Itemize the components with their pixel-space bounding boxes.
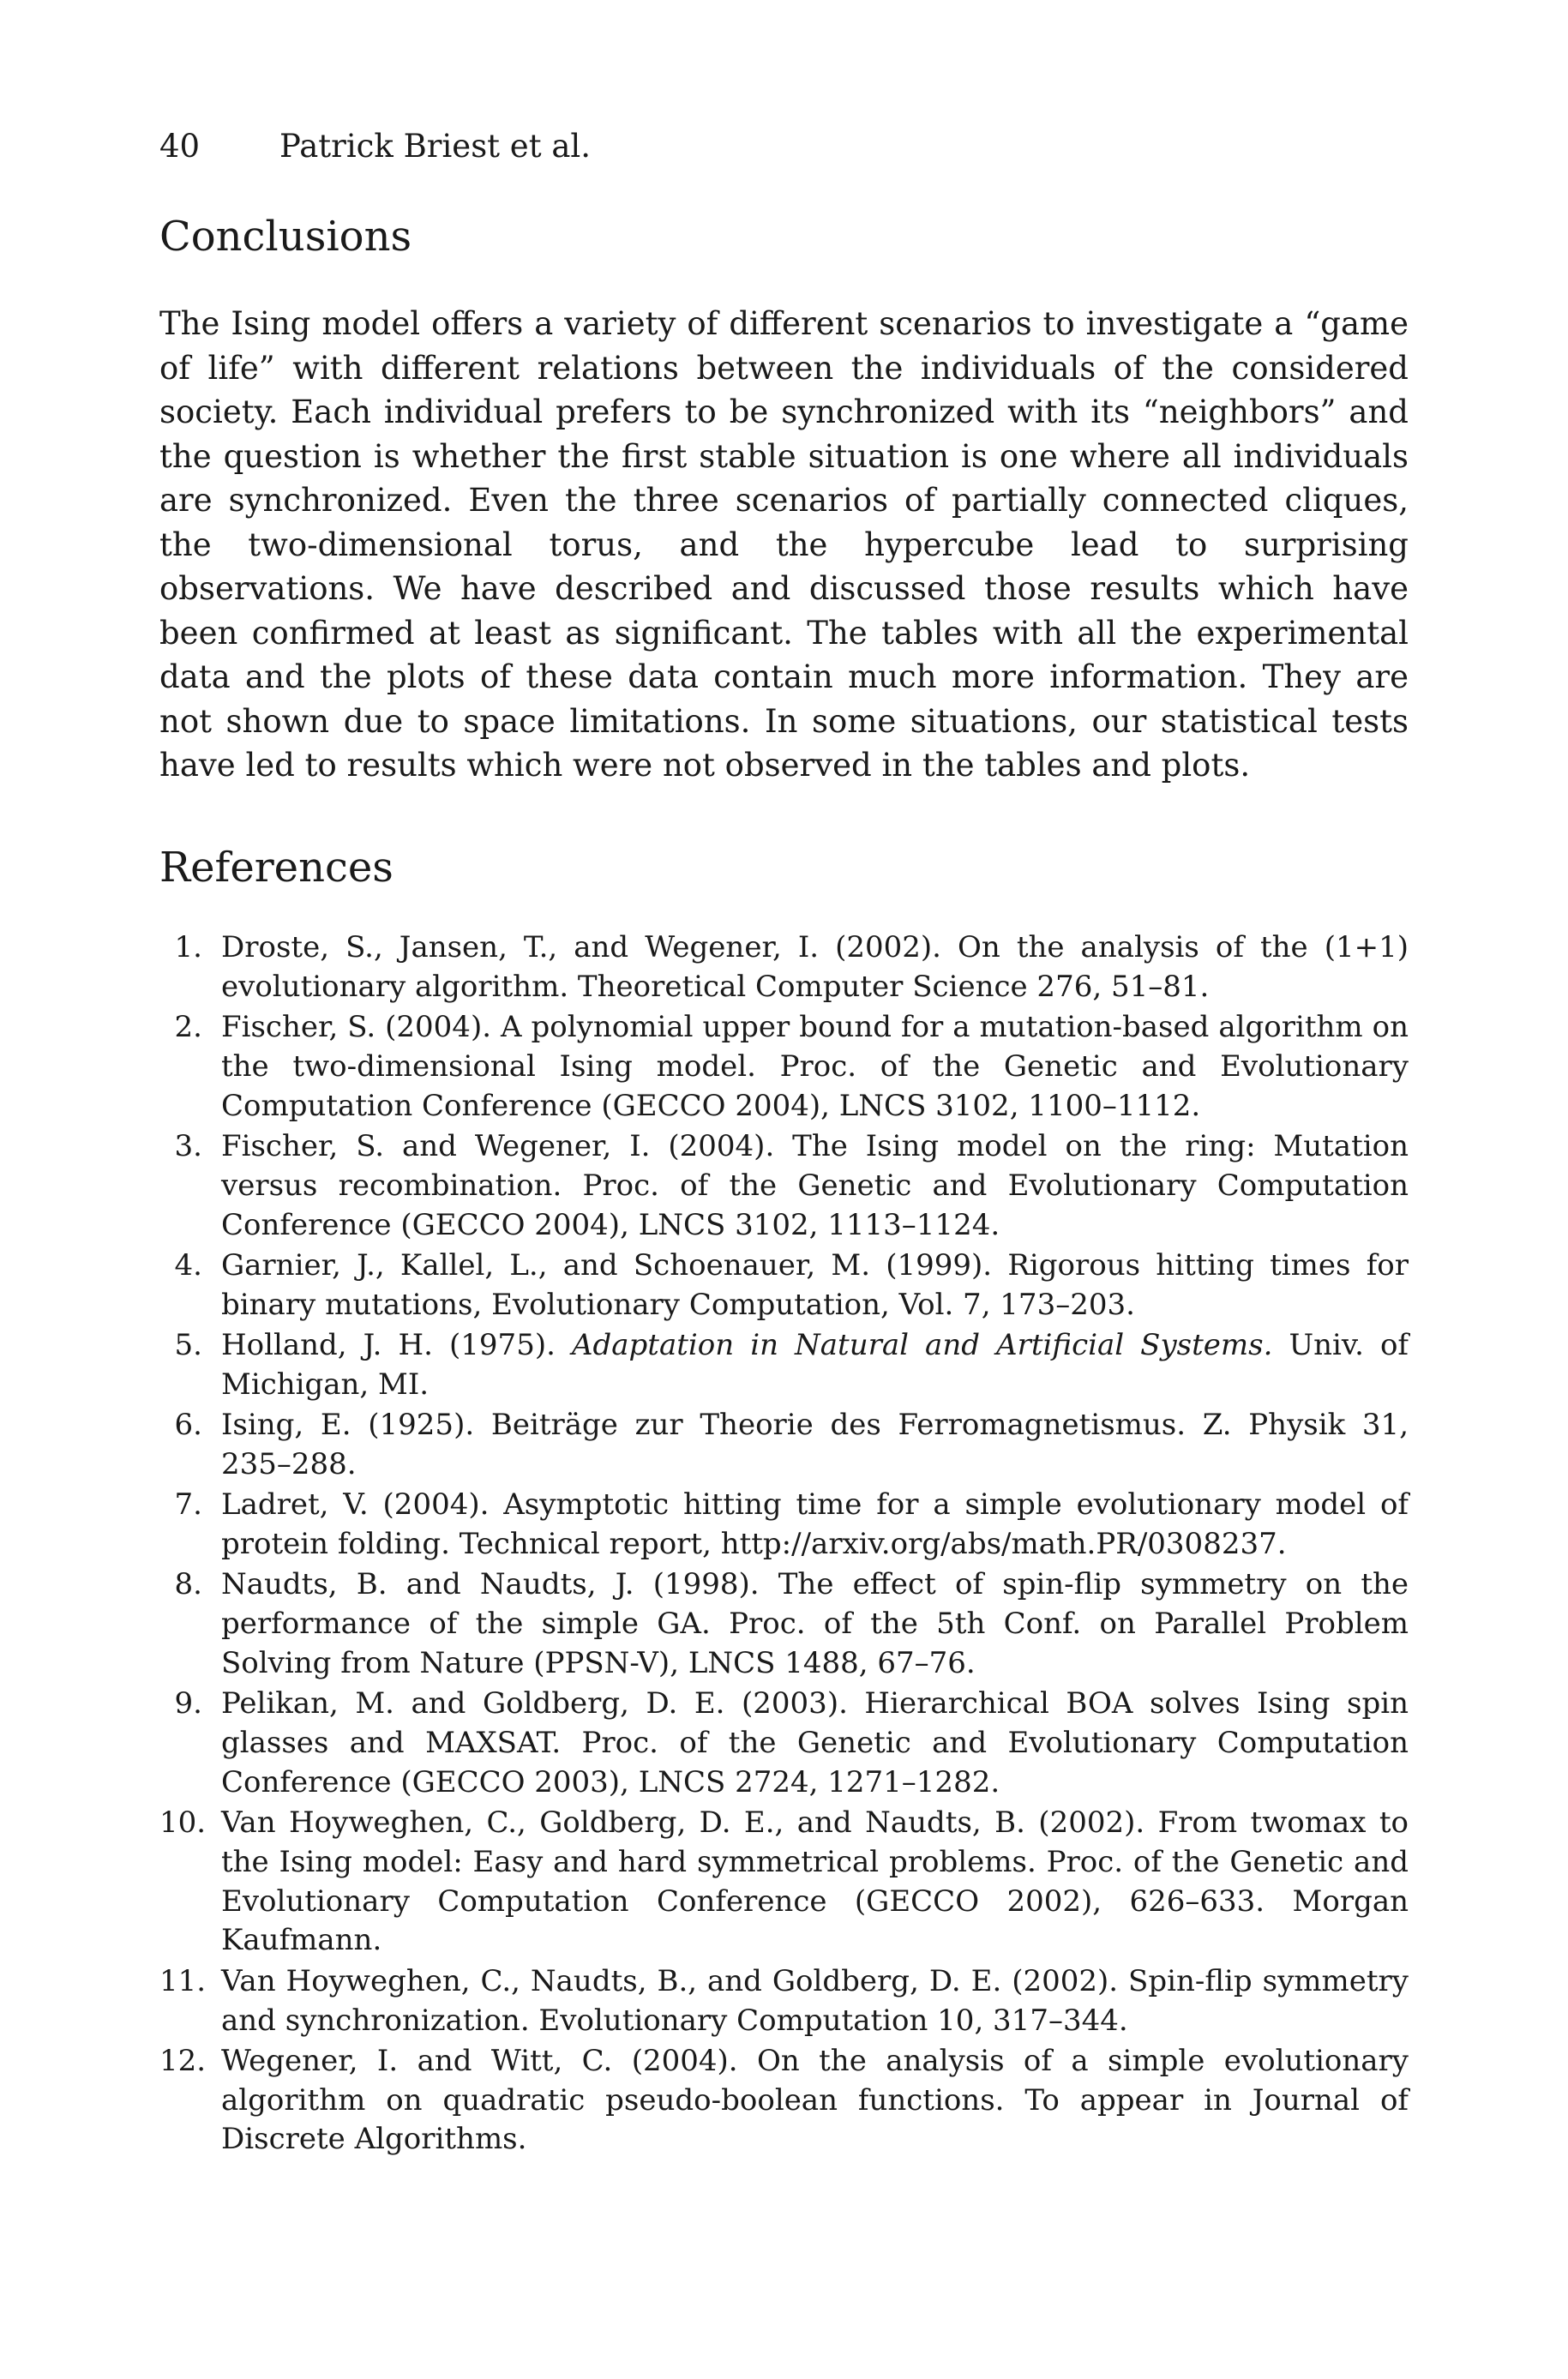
running-head — [159, 127, 591, 166]
reference-number: 5. — [174, 1327, 202, 1362]
reference-text: Ladret, V. (2004). Asymptotic hitting time for a simple evolutionary model of protein folding. Technical report, http://arxiv.org/abs/math.PR/0308237. — [221, 1487, 1409, 1561]
reference-italic-title: Adaptation in Natural and Artificial Systems. — [571, 1327, 1273, 1362]
reference-item — [159, 1127, 1409, 1245]
reference-text: Van Hoyweghen, C., Naudts, B., and Goldberg, D. E. (2002). Spin-flip symmetry and synchronization. Evolutionary Computation 10, 317–344. — [221, 1963, 1409, 2038]
reference-number: 10. — [159, 1805, 207, 1841]
reference-item — [159, 1685, 1409, 1802]
reference-number: 9. — [174, 1686, 202, 1721]
reference-number: 11. — [159, 1963, 207, 1998]
reference-number: 4. — [174, 1247, 202, 1283]
reference-number: 7. — [174, 1487, 202, 1523]
reference-item — [159, 1565, 1409, 1683]
reference-number: 12. — [159, 2043, 207, 2078]
reference-number: 8. — [174, 1567, 202, 1602]
reference-text: Pelikan, M. and Goldberg, D. E. (2003). Hierarchical BOA solves Ising spin glasses and MAXSAT. Proc. of the Genetic and Evolutionary Computation Conference (GECCO 2003), LNCS 2724, 1271–1282. — [221, 1686, 1409, 1799]
reference-text: Van Hoyweghen, C., Goldberg, D. E., and Naudts, B. (2002). From twomax to the Ising model: Easy and hard symmetrical problems. Proc. of the Genetic and Evolutionary Computation Conference (GECCO 2002), 626–633. Morgan Kaufmann. — [221, 1805, 1409, 1958]
reference-number: 3. — [174, 1128, 202, 1163]
reference-list — [159, 928, 1409, 2161]
reference-text: Droste, S., Jansen, T., and Wegener, I. (2002). On the analysis of the (1+1) evolutionary algorithm. Theoretical Computer Science 276, 51–81. — [221, 930, 1409, 1004]
reference-item — [159, 1247, 1409, 1325]
conclusions-paragraph: The Ising model offers a variety of different scenarios to investigate a “game of life” with different relations between the individuals of the considered society. Each individual prefers to be synchronized with its “neighbors” and the question is whether the first stable situation is one where all individuals are synchronized. Even the three scenarios of partially connected cliques, the two-dimensional torus, and the hypercube lead to surprising observations. We have described and discussed those results which have been confirmed at least as significant. The tables with all the experimental data and the plots of these data contain much more information. They are not shown due to space limitations. In some situations, our statistical tests have led to results which were not observed in the tables and plots. — [159, 305, 1409, 784]
reference-item — [159, 1406, 1409, 1485]
reference-item — [159, 928, 1409, 1007]
reference-text: Wegener, I. and Witt, C. (2004). On the analysis of a simple evolutionary algorithm on quadratic pseudo-boolean functions. To appear in Journal of Discrete Algorithms. — [221, 2043, 1409, 2157]
reference-text: Holland, J. H. (1975). Adaptation in Natural and Artificial Systems. Univ. of Michigan, MI. — [221, 1327, 1409, 1402]
page-number: 40 — [159, 128, 201, 165]
reference-text: Ising, E. (1925). Beiträge zur Theorie des Ferromagnetismus. Z. Physik 31, 235–288. — [221, 1408, 1409, 1481]
reference-item — [159, 1008, 1409, 1126]
reference-item — [159, 2042, 1409, 2160]
reference-item — [159, 1326, 1409, 1405]
reference-item — [159, 1962, 1409, 2041]
reference-number: 2. — [174, 1010, 202, 1045]
references-heading: References — [159, 844, 394, 892]
reference-number: 6. — [174, 1408, 202, 1443]
running-title: Patrick Briest et al. — [279, 128, 591, 165]
conclusions-heading: Conclusions — [159, 213, 412, 261]
reference-item — [159, 1804, 1409, 1961]
reference-text: Naudts, B. and Naudts, J. (1998). The effect of spin-flip symmetry on the performance of the simple GA. Proc. of the 5th Conf. on Parallel Problem Solving from Nature (PPSN-V), LNCS 1488, 67–76. — [221, 1567, 1409, 1680]
reference-item — [159, 1486, 1409, 1565]
reference-text: Garnier, J., Kallel, L., and Schoenauer, M. (1999). Rigorous hitting times for binary mutations, Evolutionary Computation, Vol. 7, 173–203. — [221, 1247, 1409, 1322]
reference-text: Fischer, S. (2004). A polynomial upper bound for a mutation-based algorithm on the two-dimensional Ising model. Proc. of the Genetic and Evolutionary Computation Conference (GECCO 2004), LNCS 3102, 1100–1112. — [221, 1010, 1409, 1123]
reference-text: Fischer, S. and Wegener, I. (2004). The Ising model on the ring: Mutation versus recombination. Proc. of the Genetic and Evolutionary Computation Conference (GECCO 2004), LNCS 3102, 1113–1124. — [221, 1128, 1409, 1242]
reference-number: 1. — [174, 930, 202, 964]
